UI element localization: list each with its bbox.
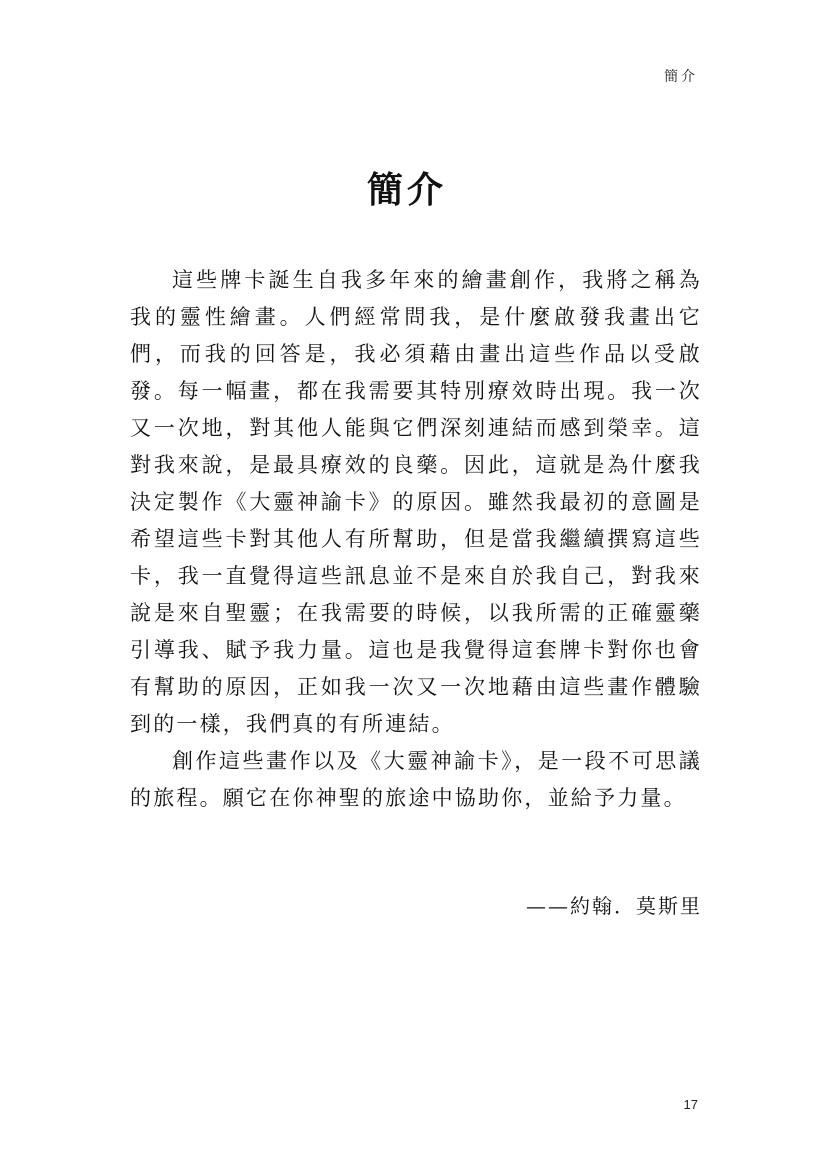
running-header: 簡介 <box>664 69 698 85</box>
body-text <box>130 262 702 817</box>
paragraph-1: 這些牌卡誕生自我多年來的繪畫創作，我將之稱為我的靈性繪畫。人們經常問我，是什麼啟發我畫出它們，而我的回答是，我必須藉由畫出這些作品以受啟發。每一幅畫，都在我需要其特別療效時出現。我一次又一次地，對其他人能與它們深刻連結而感到榮幸。這對我來說，是最具療效的良藥。因此，這就是為什麼我決定製作《大靈神諭卡》的原因。雖然我最初的意圖是希望這些卡對其他人有所幫助，但是當我繼續撰寫這些卡，我一直覺得這些訊息並不是來自於我自己，對我來說是來自聖靈；在我需要的時候，以我所需的正確靈藥引導我、賦予我力量。這也是我覺得這套牌卡對你也會有幫助的原因，正如我一次又一次地藉由這些畫作體驗到的一樣，我們真的有所連結。 <box>130 268 702 736</box>
chapter-title: 簡介 <box>366 169 447 211</box>
author-signature: ——約翰．莫斯里 <box>526 894 702 918</box>
page-number: 17 <box>683 1097 698 1112</box>
paragraph-2: 創作這些畫作以及《大靈神諭卡》，是一段不可思議的旅程。願它在你神聖的旅途中協助你，並給予力量。 <box>130 749 702 810</box>
